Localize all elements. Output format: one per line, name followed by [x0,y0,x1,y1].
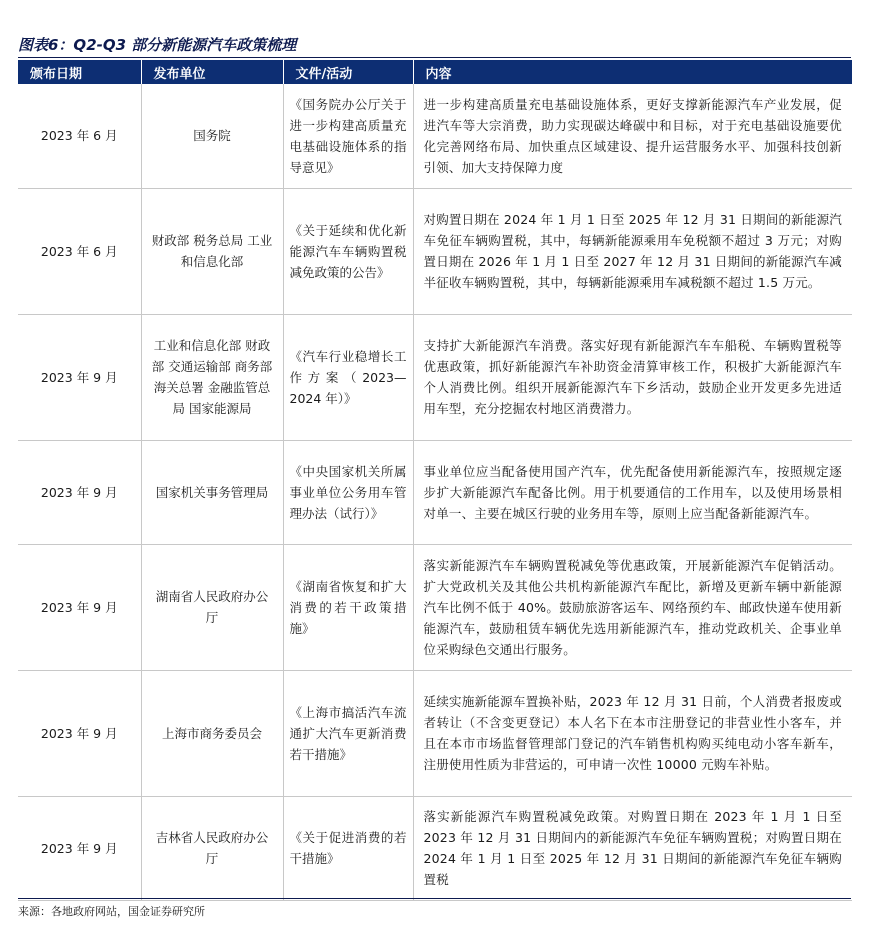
row-date: 2023 年 9 月 [18,440,141,544]
row-org: 国务院 [141,84,283,188]
row-doc: 《关于促进消费的若干措施》 [283,796,413,900]
row-content: 落实新能源汽车购置税减免政策。对购置日期在 2023 年 1 月 1 日至 2023 年 12 月 31 日期间内的新能源汽车免征车辆购置税；对购置日期在 2024 年 1 月 1 日至 2025 年 12 月 31 日期间的新能源汽车免征车辆购置税 [413,796,852,900]
title-rule [18,57,851,58]
row-content: 对购置日期在 2024 年 1 月 1 日至 2025 年 12 月 31 日期间的新能源汽车免征车辆购置税，其中，每辆新能源乘用车免税额不超过 3 万元；对购置日期在 2026 年 1 月 1 日至 2027 年 12 月 31 日期间的新能源汽车减半征收车辆购置税，其中，每辆新能源乘用车减税额不超过 1.5 万元。 [413,188,852,314]
table-row [18,84,852,188]
source-note: 来源：各地政府网站，国金证券研究所 [18,905,205,918]
row-doc: 《国务院办公厅关于进一步构建高质量充电基础设施体系的指导意见》 [283,84,413,188]
table-row [18,670,852,796]
table-row [18,544,852,670]
row-content: 支持扩大新能源汽车消费。落实好现有新能源汽车车船税、车辆购置税等优惠政策，抓好新能源汽车补助资金清算审核工作，积极扩大新能源汽车个人消费比例。组织开展新能源汽车下乡活动，鼓励企业开发更多先进适用车型，充分挖掘农村地区消费潜力。 [413,314,852,440]
row-doc: 《湖南省恢复和扩大消费的若干政策措施》 [283,544,413,670]
row-doc: 《关于延续和优化新能源汽车车辆购置税减免政策的公告》 [283,188,413,314]
bottom-rule [18,898,851,899]
row-org: 湖南省人民政府办公厅 [141,544,283,670]
table-row [18,188,852,314]
row-org: 工业和信息化部 财政部 交通运输部 商务部 海关总署 金融监管总局 国家能源局 [141,314,283,440]
row-content: 事业单位应当配备使用国产汽车，优先配备使用新能源汽车，按照规定逐步扩大新能源汽车配备比例。用于机要通信的工作用车，以及使用场景相对单一、主要在城区行驶的业务用车等，原则上应当配备新能源汽车。 [413,440,852,544]
row-date: 2023 年 6 月 [18,84,141,188]
header-date: 颁布日期 [18,60,141,84]
header-doc: 文件/活动 [283,60,413,84]
row-org: 吉林省人民政府办公厅 [141,796,283,900]
row-content: 延续实施新能源车置换补贴，2023 年 12 月 31 日前，个人消费者报废或者转让（不含变更登记）本人名下在本市注册登记的非营业性小客车，并且在本市市场监督管理部门登记的汽车销售机构购买纯电动小客车新车，注册使用性质为非营运的，可申请一次性 10000 元购车补贴。 [413,670,852,796]
row-org: 财政部 税务总局 工业和信息化部 [141,188,283,314]
row-content: 落实新能源汽车车辆购置税减免等优惠政策，开展新能源汽车促销活动。扩大党政机关及其他公共机构新能源汽车配比，新增及更新车辆中新能源汽车比例不低于 40%。鼓励旅游客运车、网络预约车、邮政快递车使用新能源汽车，鼓励租赁车辆优先选用新能源汽车，推动党政机关、企事业单位采购绿色交通出行服务。 [413,544,852,670]
policy-table [18,60,852,901]
header-org: 发布单位 [141,60,283,84]
table-row [18,314,852,440]
row-date: 2023 年 9 月 [18,314,141,440]
table-header-row [18,60,852,84]
table-row [18,796,852,900]
row-content: 进一步构建高质量充电基础设施体系，更好支撑新能源汽车产业发展，促进汽车等大宗消费，助力实现碳达峰碳中和目标，对于充电基础设施要优化完善网络布局、加快重点区域建设、提升运营服务水平、加强科技创新引领、加大支持保障力度 [413,84,852,188]
row-org: 国家机关事务管理局 [141,440,283,544]
row-date: 2023 年 9 月 [18,670,141,796]
figure-title: 图表6：Q2-Q3 部分新能源汽车政策梳理 [18,36,297,54]
row-date: 2023 年 9 月 [18,544,141,670]
row-doc: 《汽车行业稳增长工作方案（2023—2024 年）》 [283,314,413,440]
row-doc: 《上海市搞活汽车流通扩大汽车更新消费若干措施》 [283,670,413,796]
row-org: 上海市商务委员会 [141,670,283,796]
table-row [18,440,852,544]
header-content: 内容 [413,60,852,84]
row-date: 2023 年 9 月 [18,796,141,900]
row-date: 2023 年 6 月 [18,188,141,314]
row-doc: 《中央国家机关所属事业单位公务用车管理办法（试行）》 [283,440,413,544]
